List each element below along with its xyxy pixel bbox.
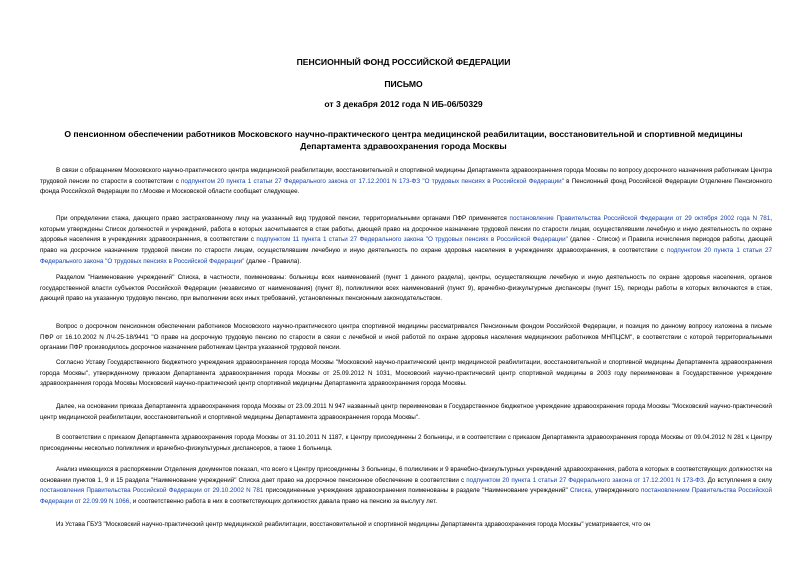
document-type-heading: ПИСЬМО [384, 79, 423, 89]
legal-reference-link[interactable]: подпунктом 11 пункта 1 статьи 27 Федерального закона "О трудовых пенсиях в Российской Федерации" [256, 236, 568, 244]
paragraph-text: , и соответственно работа в них в соответствующих должностях давала право на пенсию за выслугу лет. [129, 498, 438, 506]
legal-reference-link[interactable]: постановления Правительства Российской Федерации от 29.10.2002 N 781 [40, 487, 264, 495]
paragraph-text: В связи с обращением Московского научно-практического центра медицинской реабилитации, восстановительной и спортивной медицины Департамента здравоохранения города Москвы по вопросу досрочного назначения работникам Центра трудовой пенсии по старости в соответствии с [40, 167, 772, 185]
legal-reference-link[interactable]: Списка [569, 487, 591, 495]
legal-reference-link[interactable]: постановлением Правительства Российской Федерации от 22.09.99 N 1066 [40, 487, 772, 506]
paragraph-text: , утвержденного [590, 487, 641, 495]
paragraph-text: Согласно Уставу Государственного бюджетного учреждения здравоохранения города Москвы "Московский научно-практический центр медицинской реабилитации, восстановительной и спортивной медицины Департамента здравоохранения города Москвы", утвержденному приказом Департамента здравоохранения города Москвы от 25.09.2012 N 1031, Московский научно-практический центр спортивной медицины в 2003 году переименован в Государственное учреждение здравоохранения города Москвы Московский научно-практический центр спортивной медицины Департамента здравоохранения города Москвы. [40, 359, 772, 388]
paragraph [40, 322, 772, 354]
paragraph-text: Анализ имеющихся в распоряжении Отделения документов показал, что всего к Центру присоединены 3 больницы, 6 поликлиник и 9 врачебно-физкультурных учреждений здравоохранения, работа в которых в соответствующих должностях на основании пунктов 1, 9 и 15 раздела "Наименование учреждений" Списка дает право на досрочное пенсионное обеспечение в соответствии с [40, 466, 772, 484]
paragraph-text: Разделом "Наименование учреждений" Списка, в частности, поименованы: больницы всех наименований (пункт 1 данного раздела), центры, осуществляющие лечебную и иную деятельность по охране здоровья населения, органов государственной власти субъектов Российской Федерации (независимо от наименования) (пункт 8), поликлиники всех наименований (пункт 9), врачебно-физкультурные диспансеры (пункт 15), периоды работы в которых включаются в стаж, дающий право на указанную трудовую пенсию, при выполнении всех иных требований, установленных пенсионным законодательством. [40, 274, 772, 303]
paragraph-text: Далее, на основании приказа Департамента здравоохранения города Москвы от 23.09.2011 N 947 названный центр переименован в Государственное бюджетное учреждение здравоохранения города Москвы "Московский научно-практический центр медицинской реабилитации, восстановительной и спортивной медицины Департамента здравоохранения города Москвы". [40, 403, 772, 421]
paragraph-text: присоединенные учреждения здравоохранения поименованы в разделе "Наименование учреждений" [263, 487, 570, 495]
paragraph [40, 402, 772, 423]
paragraph [40, 273, 772, 305]
document-date-number: от 3 декабря 2012 года N ИБ-06/50329 [324, 99, 483, 109]
legal-reference-link[interactable]: постановление Правительства Российской Федерации от 29 октября 2002 года N 781 [509, 215, 771, 222]
paragraph [40, 433, 772, 454]
paragraph [40, 465, 772, 508]
paragraph-text: Из Устава ГБУЗ "Московский научно-практический центр медицинской реабилитации, восстановительной и спортивной медицины Департамента здравоохранения города Москвы" усматривается, что он [56, 521, 651, 528]
paragraph-text: в Пенсионный фонд Российской Федерации Отделение Пенсионного фонда Российской Федерации по г.Москве и Московской области сообщает следующее. [40, 177, 773, 196]
organization-heading: ПЕНСИОННЫЙ ФОНД РОССИЙСКОЙ ФЕДЕРАЦИИ [296, 57, 511, 67]
document-title: О пенсионном обеспечении работников Московского научно-практического центра медицинской реабилитации, восстановительной и спортивной медицины Департамента здравоохранения города Москвы [64, 129, 743, 151]
paragraph [40, 214, 772, 268]
legal-reference-link[interactable]: подпунктом 20 пункта 1 статьи 27 Федерального закона "О трудовых пенсиях в Российской Федерации" [40, 247, 773, 265]
paragraph-text: При определении стажа, дающего право застрахованному лицу на указанный вид трудовой пенсии, территориальными органами ПФР применяется [56, 215, 510, 222]
paragraph [40, 358, 772, 390]
paragraph-text: (далее - Правила). [244, 257, 302, 265]
paragraph-text: Вопрос о досрочном пенсионном обеспечении работников Московского научно-практического центра спортивной медицины рассматривался Пенсионным фондом Российской Федерации, и позиция по данному вопросу изложена в письме ПФР от 16.10.2002 N ЛЧ-25-18/9441 "О праве на досрочную трудовую пенсию по старости в связи с лечебной и иной работой по охране здоровья населения медицинских работников МНПЦСМ", в соответствии с которой территориальными органами ПФР производилось досрочное назначение работникам Центра указанной трудовой пенсии. [40, 323, 772, 352]
legal-reference-link[interactable]: подпунктом 20 пункта 1 статьи 27 Федерального закона от 17.12.2001 N 173-ФЗ "О трудовых пенсиях в Российской Федерации" [181, 177, 564, 185]
paragraph-text: , которым утверждены Список должностей и учреждений, работа в которых засчитывается в стаж работы, дающей право на досрочное назначение трудовой пенсии по старости лицам, осуществлявшим лечебную и иную деятельность по охране здоровья населения в учреждениях здравоохранения, в соответствии с [40, 215, 772, 244]
paragraph [40, 520, 772, 531]
paragraph-text: В соответствии с приказом Департамента здравоохранения города Москвы от 31.10.2011 N 1187, к Центру присоединены 2 больницы, и в соответствии с приказом Департамента здравоохранения города Москвы от 09.04.2012 N 281 к Центру присоединены несколько поликлиник и врачебно-физкультурных диспансеров, а также 1 больница. [40, 434, 772, 452]
paragraph-text: . До вступления в силу [703, 476, 773, 484]
paragraph [40, 166, 772, 198]
legal-reference-link[interactable]: подпунктом 20 пункта 1 статьи 27 Федерального закона от 17.12.2001 N 173-ФЗ [466, 476, 704, 484]
paragraph-text: (далее - Список) и Правила исчисления периодов работы, дающей право на досрочное назначение трудовой пенсии по старости лицам, осуществлявшим лечебную и иную деятельность по охране здоровья населения в учреждениях здравоохранения, в соответствии с [40, 236, 772, 255]
